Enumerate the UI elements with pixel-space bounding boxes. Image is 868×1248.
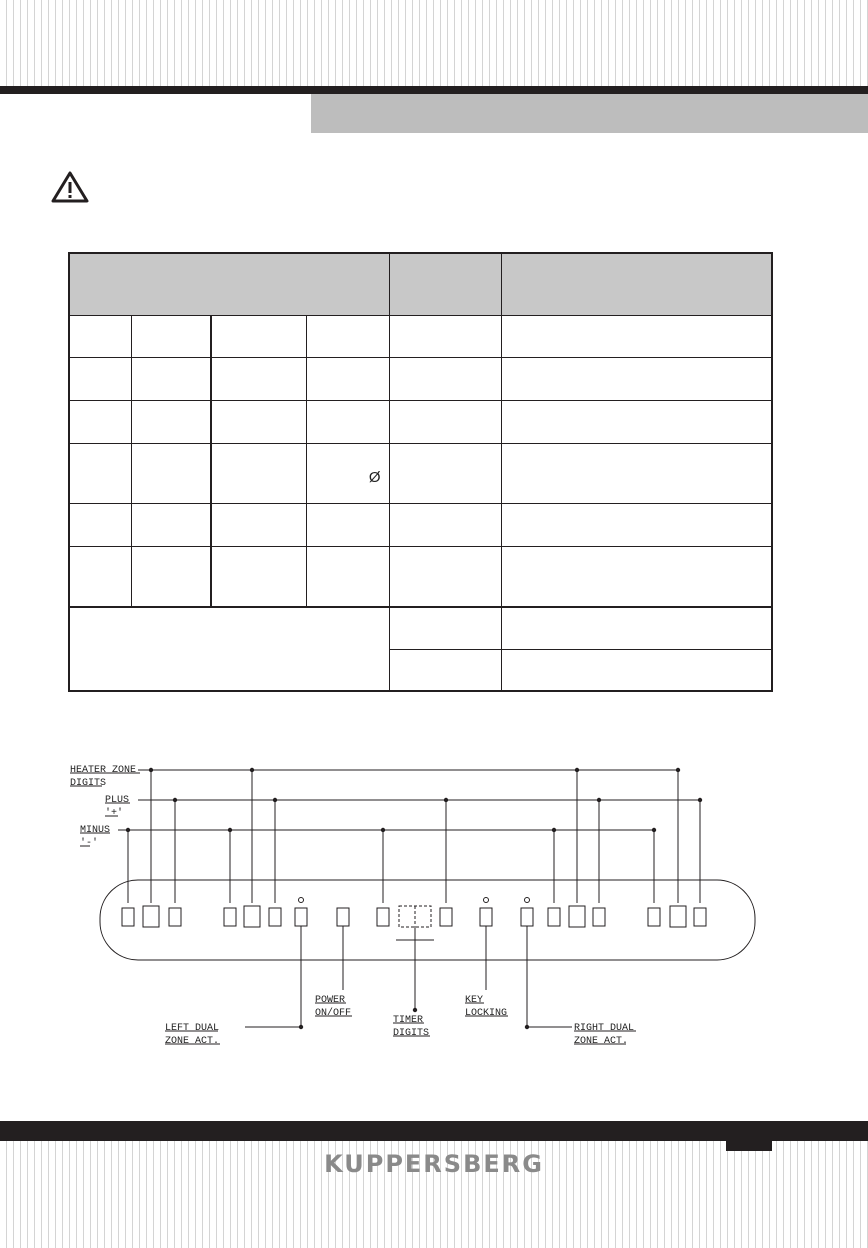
table-header-cell [69, 253, 389, 315]
merged-cell [69, 607, 389, 691]
label-plus-2: '+' [105, 808, 124, 819]
spec-table [68, 252, 773, 692]
top-bar [0, 86, 868, 94]
table-header-row [69, 253, 772, 315]
label-left-dual-2: ZONE ACT. [165, 1036, 220, 1047]
table-header-cell [389, 253, 501, 315]
table-row [69, 315, 772, 357]
label-timer-2: DIGITS [393, 1028, 430, 1039]
label-heater-zone-1: HEATER ZONE [70, 765, 137, 776]
diameter-symbol: Ø [368, 468, 381, 486]
section-header-band [311, 94, 868, 133]
table-row [69, 400, 772, 443]
brand-logo: KUPPERSBERG [324, 1150, 544, 1178]
table-header-cell [501, 253, 772, 315]
label-power-2: ON/OFF [315, 1008, 352, 1019]
control-panel-diagram [60, 755, 770, 1055]
bottom-bar [0, 1121, 868, 1141]
label-heater-zone-2: DIGITS [70, 778, 107, 789]
label-timer-1: TIMER [393, 1015, 424, 1026]
table-row [69, 357, 772, 400]
table-row [69, 546, 772, 607]
table-row [69, 607, 772, 649]
table-row [69, 443, 772, 503]
table-row [69, 503, 772, 546]
label-plus-1: PLUS [105, 795, 130, 806]
label-key-2: LOCKING [465, 1008, 508, 1019]
top-stripe-pattern [0, 0, 868, 86]
diameter-cell [306, 443, 389, 503]
label-minus-2: '-' [80, 838, 99, 849]
label-key-1: KEY [465, 995, 484, 1006]
label-right-dual-1: RIGHT DUAL [574, 1023, 635, 1034]
label-left-dual-1: LEFT DUAL [165, 1023, 220, 1034]
label-power-1: POWER [315, 995, 346, 1006]
warning-icon [50, 170, 90, 204]
label-minus-1: MINUS [80, 825, 111, 836]
label-right-dual-2: ZONE ACT. [574, 1036, 629, 1047]
